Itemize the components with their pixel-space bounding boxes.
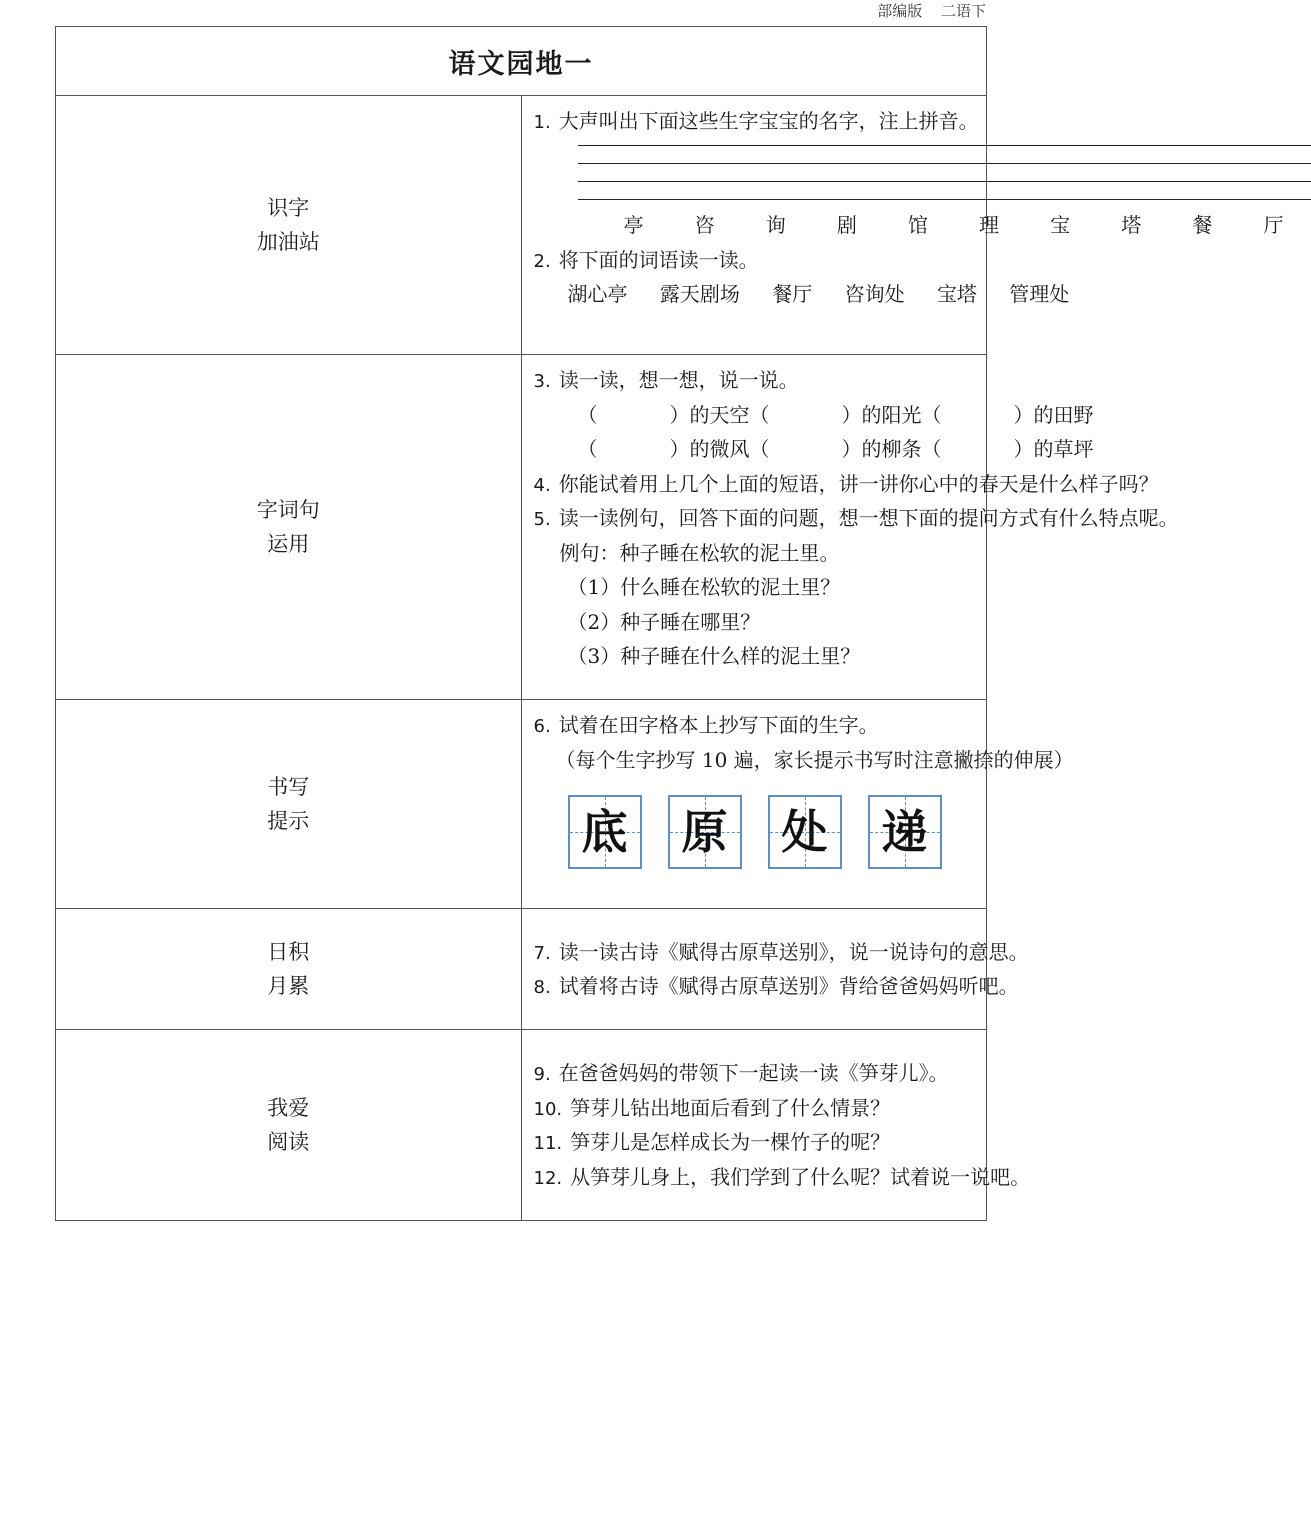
edition-label: 部编版 [877, 2, 923, 20]
character: 询 [765, 212, 786, 237]
question-4: 4. 你能试着用上几个上面的短语，讲一讲你心中的春天是什么样子吗？ [533, 471, 1159, 496]
worksheet-table [55, 26, 1284, 1221]
sub-question: （2）种子睡在哪里？ [567, 609, 761, 634]
word: 管理处 [1009, 282, 1070, 306]
section-content [521, 909, 1029, 1030]
tianzige-box: 底 [568, 795, 642, 869]
tianzige-box: 递 [868, 795, 942, 869]
section-label: 我爱 阅读 [56, 1030, 522, 1221]
section-content [521, 1030, 1031, 1221]
example-sentence: 例句：种子睡在松软的泥土里。 [559, 540, 840, 565]
question-7: 7. 读一读古诗《赋得古原草送别》，说一说诗句的意思。 [533, 939, 1029, 964]
question-10: 10. 笋芽儿钻出地面后看到了什么情景？ [533, 1095, 891, 1120]
character: 餐 [1192, 212, 1213, 237]
tianzige-row [568, 795, 987, 869]
section-content [521, 700, 1074, 909]
question-1: 1. 大声叫出下面这些生字宝宝的名字，注上拼音。 [533, 109, 979, 133]
grade-label: 二语下 [940, 2, 986, 20]
character: 宝 [1050, 212, 1071, 237]
tianzige-box: 原 [668, 795, 742, 869]
character: 塔 [1121, 212, 1142, 237]
section-shizi [56, 96, 987, 355]
word-list [534, 277, 1070, 312]
section-label: 日积 月累 [56, 909, 522, 1030]
section-shuxie [56, 700, 987, 909]
fill-blank-row: （ ）的天空 （ ）的阳光 （ ）的田野 [577, 402, 1094, 427]
section-riji [56, 909, 987, 1030]
page-header [863, 0, 986, 21]
page-title: 语文园地一 [448, 48, 594, 80]
question-9: 9. 在爸爸妈妈的带领下一起读一读《笋芽儿》。 [533, 1061, 949, 1085]
question-3: 3. 读一读，想一想，说一说。 [533, 368, 799, 392]
section-yuedu [56, 1030, 987, 1221]
writing-note: （每个生字抄写 10 遍，家长提示书写时注意撇捺的伸展） [555, 747, 1074, 772]
word: 露天剧场 [659, 282, 740, 306]
question-5: 5. 读一读例句，回答下面的问题，想一想下面的提问方式有什么特点呢。 [533, 506, 1179, 530]
word: 餐厅 [772, 282, 813, 306]
title-cell [56, 27, 987, 96]
character: 咨 [694, 212, 715, 237]
character: 馆 [907, 212, 928, 237]
section-label: 书写 提示 [56, 700, 522, 909]
section-label: 识字 加油站 [56, 96, 522, 355]
character: 厅 [1263, 212, 1284, 237]
question-2: 2. 将下面的词语读一读。 [533, 247, 759, 272]
character-list [624, 207, 1284, 243]
character: 亭 [623, 212, 644, 237]
question-11: 11. 笋芽儿是怎样成长为一棵竹子的呢？ [533, 1130, 891, 1154]
character: 理 [979, 212, 1000, 237]
question-6: 6. 试着在田字格本上抄写下面的生字。 [533, 713, 879, 737]
section-content [521, 96, 1284, 355]
question-12: 12. 从笋芽儿身上，我们学到了什么呢？试着说一说吧。 [533, 1164, 1031, 1189]
word: 湖心亭 [567, 282, 628, 306]
word: 咨询处 [844, 282, 905, 306]
question-8: 8. 试着将古诗《赋得古原草送别》背给爸爸妈妈听吧。 [533, 974, 1019, 998]
sub-question: （1）什么睡在松软的泥土里？ [567, 575, 841, 599]
tianzige-box: 处 [768, 795, 842, 869]
section-zici [56, 355, 987, 700]
character: 剧 [836, 212, 857, 237]
pinyin-writing-lines [578, 145, 1311, 207]
section-content [521, 355, 1179, 700]
section-label: 字词句 运用 [56, 355, 522, 700]
sub-question: （3）种子睡在什么样的泥土里？ [567, 644, 861, 668]
fill-blank-row: （ ）的微风 （ ）的柳条 （ ）的草坪 [577, 437, 1094, 461]
word: 宝塔 [936, 282, 977, 306]
